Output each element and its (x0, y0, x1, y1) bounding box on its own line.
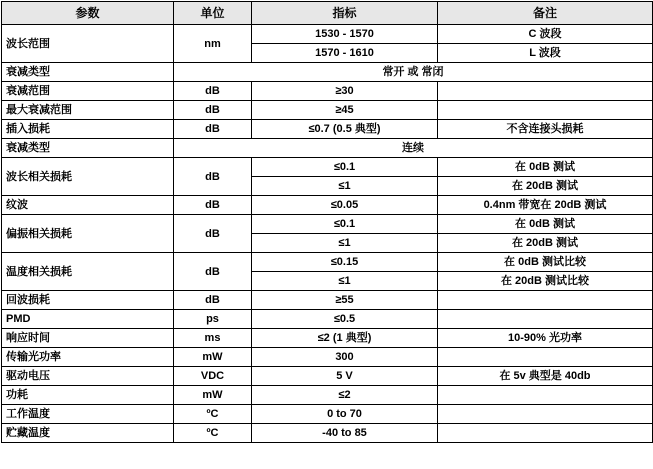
parameter-cell: 纹波 (2, 196, 174, 215)
table-row (2, 101, 653, 120)
remark-cell: 在 5v 典型是 40db (438, 367, 653, 386)
table-row (2, 329, 653, 348)
remark-cell (438, 101, 653, 120)
table-row (2, 120, 653, 139)
parameter-cell: 衰减范围 (2, 82, 174, 101)
remark-cell (438, 310, 653, 329)
parameter-cell: 贮藏温度 (2, 424, 174, 443)
unit-cell: dB (174, 158, 252, 196)
remark-cell: 在 20dB 测试比较 (438, 272, 653, 291)
spec-cell: ≤0.7 (0.5 典型) (252, 120, 438, 139)
unit-cell: dB (174, 253, 252, 291)
unit-cell: dB (174, 215, 252, 253)
spec-cell: ≤0.5 (252, 310, 438, 329)
spec-cell: ≤1 (252, 177, 438, 196)
column-header-unit: 单位 (174, 2, 252, 25)
remark-cell (438, 348, 653, 367)
remark-cell (438, 405, 653, 424)
spec-cell: ≥45 (252, 101, 438, 120)
spec-cell: 1530 - 1570 (252, 25, 438, 44)
unit-cell: dB (174, 291, 252, 310)
parameter-cell: 传输光功率 (2, 348, 174, 367)
spec-cell: ≤0.1 (252, 158, 438, 177)
unit-cell: mW (174, 348, 252, 367)
table-row (2, 25, 653, 44)
spec-cell: ≤2 (1 典型) (252, 329, 438, 348)
spec-cell: 常开 或 常闭 (174, 63, 653, 82)
table-row (2, 82, 653, 101)
parameter-cell: 衰减类型 (2, 63, 174, 82)
spec-cell: 1570 - 1610 (252, 44, 438, 63)
spec-cell: ≤0.15 (252, 253, 438, 272)
parameter-cell: 温度相关损耗 (2, 253, 174, 291)
table-row (2, 348, 653, 367)
table-body (2, 25, 653, 443)
table-row (2, 139, 653, 158)
column-header-parameter: 参数 (2, 2, 174, 25)
table-row (2, 158, 653, 177)
remark-cell: 10-90% 光功率 (438, 329, 653, 348)
spec-cell: -40 to 85 (252, 424, 438, 443)
remark-cell (438, 291, 653, 310)
remark-cell (438, 82, 653, 101)
spec-cell: ≤1 (252, 272, 438, 291)
parameter-cell: 波长相关损耗 (2, 158, 174, 196)
unit-cell: ºC (174, 424, 252, 443)
unit-cell: dB (174, 196, 252, 215)
header-row (2, 2, 653, 25)
spec-cell: 5 V (252, 367, 438, 386)
unit-cell: dB (174, 101, 252, 120)
remark-cell: 0.4nm 带宽在 20dB 测试 (438, 196, 653, 215)
spec-cell: ≥30 (252, 82, 438, 101)
table-row (2, 253, 653, 272)
spec-cell: 0 to 70 (252, 405, 438, 424)
parameter-cell: 功耗 (2, 386, 174, 405)
spec-cell: ≤1 (252, 234, 438, 253)
spec-cell: 连续 (174, 139, 653, 158)
unit-cell: dB (174, 120, 252, 139)
table-row (2, 63, 653, 82)
unit-cell: dB (174, 82, 252, 101)
parameter-cell: 波长范围 (2, 25, 174, 63)
unit-cell: VDC (174, 367, 252, 386)
remark-cell: L 波段 (438, 44, 653, 63)
spec-cell: ≤0.05 (252, 196, 438, 215)
column-header-spec: 指标 (252, 2, 438, 25)
remark-cell: 不含连接头损耗 (438, 120, 653, 139)
table-header (2, 2, 653, 25)
table-row (2, 291, 653, 310)
column-header-remark: 备注 (438, 2, 653, 25)
table-row (2, 386, 653, 405)
spec-cell: ≤2 (252, 386, 438, 405)
spec-cell: 300 (252, 348, 438, 367)
spec-cell: ≤0.1 (252, 215, 438, 234)
unit-cell: ºC (174, 405, 252, 424)
remark-cell: 在 0dB 测试 (438, 215, 653, 234)
remark-cell (438, 424, 653, 443)
table-row (2, 215, 653, 234)
unit-cell: nm (174, 25, 252, 63)
parameter-cell: 最大衰减范围 (2, 101, 174, 120)
unit-cell: ms (174, 329, 252, 348)
parameter-cell: 插入损耗 (2, 120, 174, 139)
parameter-cell: 回波损耗 (2, 291, 174, 310)
table-row (2, 424, 653, 443)
parameter-cell: 衰减类型 (2, 139, 174, 158)
parameter-cell: 响应时间 (2, 329, 174, 348)
spec-cell: ≥55 (252, 291, 438, 310)
table-row (2, 405, 653, 424)
parameter-cell: 偏振相关损耗 (2, 215, 174, 253)
specification-table (1, 1, 653, 443)
remark-cell: 在 0dB 测试 (438, 158, 653, 177)
parameter-cell: 工作温度 (2, 405, 174, 424)
parameter-cell: PMD (2, 310, 174, 329)
remark-cell: 在 0dB 测试比较 (438, 253, 653, 272)
table-row (2, 196, 653, 215)
remark-cell: C 波段 (438, 25, 653, 44)
unit-cell: mW (174, 386, 252, 405)
remark-cell: 在 20dB 测试 (438, 234, 653, 253)
remark-cell (438, 386, 653, 405)
table-row (2, 367, 653, 386)
unit-cell: ps (174, 310, 252, 329)
remark-cell: 在 20dB 测试 (438, 177, 653, 196)
table-row (2, 310, 653, 329)
parameter-cell: 驱动电压 (2, 367, 174, 386)
